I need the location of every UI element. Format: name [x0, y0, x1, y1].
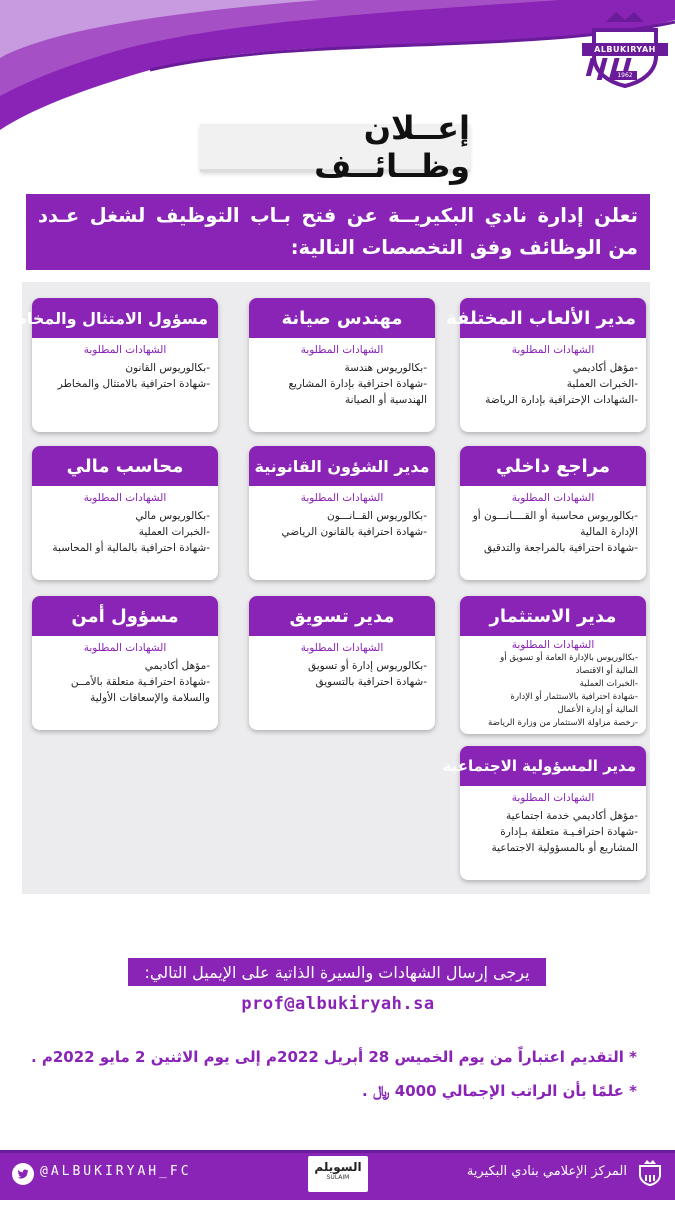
salary-note: * علمًا بأن الراتب الإجمالي 4000 ﷼ . [362, 1082, 637, 1100]
twitter-handle[interactable]: @ALBUKIRYAH_FC [40, 1164, 192, 1179]
job-requirement: -شهادة احترافية بالقانون الرياضي [281, 526, 427, 538]
job-title: مدير المسؤولية الاجتماعية [460, 746, 646, 786]
intro-text: تعلن إدارة نادي البكيريــة عن فتح بـاب التوظيف لشغل عـدد من الوظائف وفق التخصصات التالية: [26, 194, 650, 270]
job-requirement: -بكالوريوس بالإدارة العامة أو تسويق أو [500, 653, 638, 663]
job-requirement: -بكالوريوس القانون [125, 362, 210, 374]
job-requirement: -مؤهل أكاديمي [572, 362, 638, 374]
job-title: مهندس صيانة [249, 298, 435, 338]
job-requirement: الهندسية أو الصيانة [344, 394, 427, 406]
job-title: مدير الشؤون القانونية [249, 446, 435, 486]
job-requirement: -الشهادات الإحترافية بإدارة الرياضة [485, 394, 638, 406]
page-title: إعــلان وظــائــف [200, 124, 470, 172]
job-requirement: -بكالوريوس القــانـــون [327, 510, 427, 522]
job-requirements-label: الشهادات المطلوبة [511, 492, 595, 504]
job-title: محاسب مالي [32, 446, 218, 486]
contact-email-link[interactable]: prof@albukiryah.sa [241, 994, 435, 1014]
job-title: مدير الألعاب المختلفة [460, 298, 646, 338]
twitter-icon[interactable] [12, 1163, 34, 1185]
job-requirement: المالية أو الاقتصاد [575, 666, 638, 676]
job-requirements-label: الشهادات المطلوبة [511, 344, 595, 356]
job-requirements-label: الشهادات المطلوبة [300, 642, 384, 654]
job-requirement: -الخبرات العملية [138, 526, 210, 538]
footer-club-logo-icon [636, 1158, 664, 1186]
club-logo-name: ALBUKIRYAH [582, 43, 668, 56]
sponsor-logo [308, 1156, 368, 1192]
job-requirement: -مؤهل أكاديمي خدمة اجتماعية [505, 810, 638, 822]
job-requirement: -رخصة مزاولة الاستثمار من وزارة الرياضة [488, 718, 638, 728]
job-card-internal-auditor [460, 446, 646, 580]
job-requirements-label: الشهادات المطلوبة [83, 642, 167, 654]
job-card-investment-manager [460, 596, 646, 734]
application-dates-note: * التقديم اعتباراً من يوم الخميس 28 أبريل 2022م إلى يوم الاثنين 2 مايو 2022م . [30, 1048, 637, 1066]
job-requirement: -بكالوريوس محاسبة أو القــــانـــون أو [472, 510, 638, 522]
job-title: مدير الاستثمار [460, 596, 646, 636]
job-requirement: -بكالوريوس إدارة أو تسويق [307, 660, 427, 672]
job-requirement: -شهادة احترافية بالمراجعة والتدقيق [483, 542, 638, 554]
job-requirement: -شهادة احترافية بالتسويق [315, 676, 427, 688]
job-card-marketing-manager [249, 596, 435, 730]
sponsor-subname: SULAIM [326, 1174, 350, 1181]
job-requirement: -مؤهل أكاديمي [144, 660, 210, 672]
job-card-financial-accountant [32, 446, 218, 580]
job-card-legal-manager [249, 446, 435, 580]
job-requirements-label: الشهادات المطلوبة [511, 639, 595, 651]
job-requirements-label: الشهادات المطلوبة [300, 344, 384, 356]
job-requirement: -شهادة احترافية بالامتثال والمخاطر [57, 378, 210, 390]
job-title: مراجع داخلي [460, 446, 646, 486]
job-requirement: -شهادة احترافـية متعلقة بالأمــن [70, 676, 210, 688]
media-center-label: المركز الإعلامي بنادي البكيرية [466, 1164, 627, 1179]
job-card-maintenance-engineer [249, 298, 435, 432]
sponsor-name: السويلم [314, 1160, 362, 1174]
job-requirement: -الخبرات العملية [566, 378, 638, 390]
job-requirement: والسلامة والإسعافات الأولية [90, 692, 210, 704]
job-card-social-responsibility-manager [442, 746, 646, 880]
job-card-compliance-officer [1, 298, 218, 432]
job-card-security-officer [32, 596, 218, 730]
job-title: مسؤول الامتثال والمخاطر [32, 298, 218, 338]
job-requirement: -بكالوريوس مالي [135, 510, 210, 522]
job-title: مدير تسويق [249, 596, 435, 636]
job-requirement: -بكالوريوس هندسة [344, 362, 427, 374]
club-logo-year: 1962 [613, 71, 637, 80]
job-requirements-label: الشهادات المطلوبة [300, 492, 384, 504]
job-requirements-label: الشهادات المطلوبة [83, 492, 167, 504]
job-requirements-label: الشهادات المطلوبة [83, 344, 167, 356]
job-requirement: -شهادة احترافية بالمالية أو المحاسبة [52, 542, 210, 554]
job-requirement: -الخبرات العملية [579, 679, 638, 689]
job-requirement: -شهادة احترافية بالاستثمار أو الإدارة [510, 692, 638, 702]
job-requirement: المشاريع أو بالمسؤولية الاجتماعية [491, 842, 638, 854]
job-requirement: الإدارة المالية [580, 526, 638, 538]
job-title: مسؤول أمن [32, 596, 218, 636]
job-requirements-label: الشهادات المطلوبة [511, 792, 595, 804]
job-requirement: المالية أو إدارة الأعمال [557, 705, 638, 715]
job-requirement: -شهادة احترافية بإدارة المشاريع [288, 378, 427, 390]
job-card-games-manager [446, 298, 646, 432]
job-requirement: -شهادة احترافـيـة متعلقة بـإدارة [500, 826, 638, 838]
email-instruction: يرجى إرسال الشهادات والسيرة الذاتية على الإيميل التالي: [128, 958, 546, 986]
